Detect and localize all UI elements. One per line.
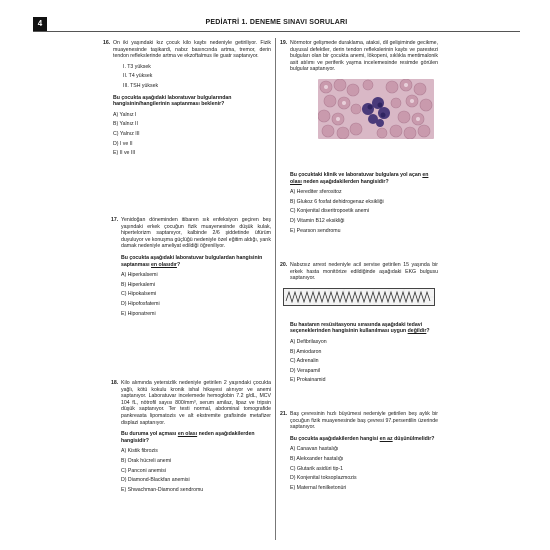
question-20 bbox=[280, 262, 438, 387]
question-stem: Nörmotor gelişmede duraklama, ataksi, dil gelişiminde gecikme, duyusal defektler, derin tendon reflekslerinin kaybı ve parestezi bulguları olan bir çocukta anemi, lökopeni, sıklıkla mentimalonik asit atılımı ve periferik yayma incelemesinde resimde görülen bulgular saptanıyor. bbox=[290, 40, 438, 73]
page-title: PEDİATRİ 1. DENEME SINAVI SORULARI bbox=[205, 19, 348, 26]
blood-smear-image-graphic bbox=[318, 79, 434, 139]
question-stem: On iki yaşındaki kız çocuk kilo kaybı nedeniyle getiriliyor. Fizik muayenesinde taşikardi, nabız basıncında artma, tremor, derin tendon reflekslerinde artma ve ekzoftalmus ile guatr saptanıyor. bbox=[113, 40, 271, 60]
question-21 bbox=[280, 411, 438, 494]
answer-option[interactable]: E) Shwachman-Diamond sendromu bbox=[121, 486, 204, 493]
question-number: 16. bbox=[103, 40, 111, 46]
statement-item: III. TSH yüksek bbox=[123, 82, 159, 89]
page-header bbox=[33, 17, 520, 32]
question-prompt: Bu hastanın resüsitasyonu sırasında aşağıdaki tedavi seçeneklerinden hangisinin kullanılması uygun değildir? bbox=[290, 321, 430, 335]
question-stem: Yenidoğan döneminden itibaren sık enfeksiyon geçiren beş yaşındaki erkek çocuğun fizik muayenesinde düşük kulak, hipertelorizm saptanıyor, kalbinde 2/6 şiddetinde üfürüm duyuluyor ve konuşma güçlüğü nedeniyle özel eğitim aldığı, yarık damak nedeniyle ameliyat edildiği öğreniliyor. bbox=[121, 217, 271, 250]
answer-option[interactable]: B) Hiperkalemi bbox=[121, 281, 156, 288]
answer-option[interactable]: D) Verapamil bbox=[290, 367, 320, 374]
answer-option[interactable]: D) Vitamin B12 eksikliği bbox=[290, 217, 345, 224]
answer-option[interactable]: D) Diamond-Blackfan anemisi bbox=[121, 477, 190, 484]
question-stem: Baş çevresinin hızlı büyümesi nedeniyle getirilen beş aylık bir çocuğun fizik muayenesinde baş çevresi 97.persentilin üzerinde saptanıyor. bbox=[290, 411, 438, 431]
answer-options bbox=[290, 339, 438, 384]
answer-options bbox=[290, 446, 438, 491]
answer-option[interactable]: E) Hiponatremi bbox=[121, 310, 156, 317]
answer-option[interactable]: A) Yalnız I bbox=[113, 111, 137, 118]
answer-option[interactable]: B) Glukoz 6 fosfat dehidrogenaz eksikliği bbox=[290, 198, 384, 205]
question-number: 21. bbox=[280, 411, 288, 417]
question-number: 17. bbox=[111, 217, 119, 223]
answer-option[interactable]: D) I ve II bbox=[113, 140, 133, 147]
statement-list bbox=[123, 64, 271, 90]
page-number: 4 bbox=[33, 17, 47, 31]
answer-option[interactable]: A) Herediter sferositoz bbox=[290, 189, 342, 196]
question-19 bbox=[280, 40, 438, 237]
answer-option[interactable]: A) Hiperkalsemi bbox=[121, 272, 158, 279]
question-number: 19. bbox=[280, 40, 288, 46]
question-prompt: Bu çocukta aşağıdaki laboratuvar bulgularından hangisinin/hangilerinin saptanması beklenir? bbox=[113, 94, 232, 108]
answer-option[interactable]: B) Yalnız II bbox=[113, 121, 138, 128]
answer-option[interactable]: B) Orak hücreli anemi bbox=[121, 457, 172, 464]
question-prompt: Bu çocukta aşağıdaki laboratuvar bulgulardan hangisinin saptanması en olasıdır? bbox=[121, 254, 263, 268]
statement-item: II. T4 yüksek bbox=[123, 73, 153, 80]
question-number: 20. bbox=[280, 262, 288, 268]
answer-option[interactable]: C) Yalnız III bbox=[113, 130, 140, 137]
question-prompt: Bu çocukta aşağıdakilerden hangisi en az düşünülmelidir? bbox=[290, 435, 435, 442]
question-16 bbox=[103, 40, 271, 160]
answer-option[interactable]: C) Hipokalsemi bbox=[121, 291, 157, 298]
ecg-strip-image bbox=[283, 288, 435, 306]
ecg-strip-graphic bbox=[284, 289, 434, 305]
answer-option[interactable]: C) Konjenital diseritropoetik anemi bbox=[290, 208, 370, 215]
answer-option[interactable]: E) II ve III bbox=[113, 150, 136, 157]
question-number: 18. bbox=[111, 380, 119, 386]
question-prompt: Bu duruma yol açması en olası neden aşağıdakilerden hangisidir? bbox=[121, 431, 255, 444]
answer-options bbox=[121, 272, 271, 317]
answer-option[interactable]: D) Hipofosfatemi bbox=[121, 300, 160, 307]
answer-option[interactable]: E) Pearson sendromu bbox=[290, 227, 341, 234]
answer-options bbox=[290, 189, 438, 234]
question-stem: Nabızsız arrest nedeniyle acil servise getirilen 15 yaşında bir erkek hasta monitörize edildiğinde aşağıdaki EKG bulgusu saptanıyor. bbox=[290, 262, 438, 282]
answer-option[interactable]: E) Prokainamid bbox=[290, 377, 326, 384]
answer-option[interactable]: A) Defibrilasyon bbox=[290, 338, 327, 345]
question-stem: Kilo alımında yetersizlik nedeniyle getirilen 2 yaşındaki çocukta yağlı, kötü kokulu kronik ishal hikayesi alınıyor ve anemi saptanıyor. Laboratuvar incelemede hemoglobin 7.2 g/dL, MCV 104 fL, nötrofil sayısı 800/mm³, serum amilaz, lipaz ve tripsin düşük saptanıyor. Ter testi normal, abdominal tomografide pankreasta lipomatozis ve alt ekstremite grafisinde metafizer displazi saptanıyor. bbox=[121, 380, 271, 426]
question-18 bbox=[111, 380, 271, 496]
answer-option[interactable]: A) Kistik fibrozis bbox=[121, 448, 158, 455]
answer-option[interactable]: D) Konjenital toksoplazmozis bbox=[290, 475, 357, 482]
column-divider bbox=[275, 38, 276, 540]
answer-option[interactable]: A) Canavan hastalığı bbox=[290, 446, 339, 453]
statement-item: I. T3 yüksek bbox=[123, 63, 151, 70]
answer-options bbox=[113, 112, 271, 157]
answer-option[interactable]: C) Panconi anemisi bbox=[121, 467, 166, 474]
answer-option[interactable]: E) Maternal fenilketonüri bbox=[290, 484, 347, 491]
answer-option[interactable]: B) Amiodaron bbox=[290, 348, 322, 355]
answer-option[interactable]: B) Alekxander hastalığı bbox=[290, 455, 344, 462]
answer-options bbox=[121, 448, 271, 493]
question-17 bbox=[111, 217, 271, 320]
question-prompt: Bu çocuktaki klinik ve laboratuvar bulgulara yol açan en olası neden aşağıdakilerden hangisidir? bbox=[290, 171, 429, 185]
blood-smear-image bbox=[318, 79, 434, 139]
answer-option[interactable]: C) Adrenalin bbox=[290, 358, 319, 365]
answer-option[interactable]: C) Glutarik asidüri tip-1 bbox=[290, 465, 344, 472]
